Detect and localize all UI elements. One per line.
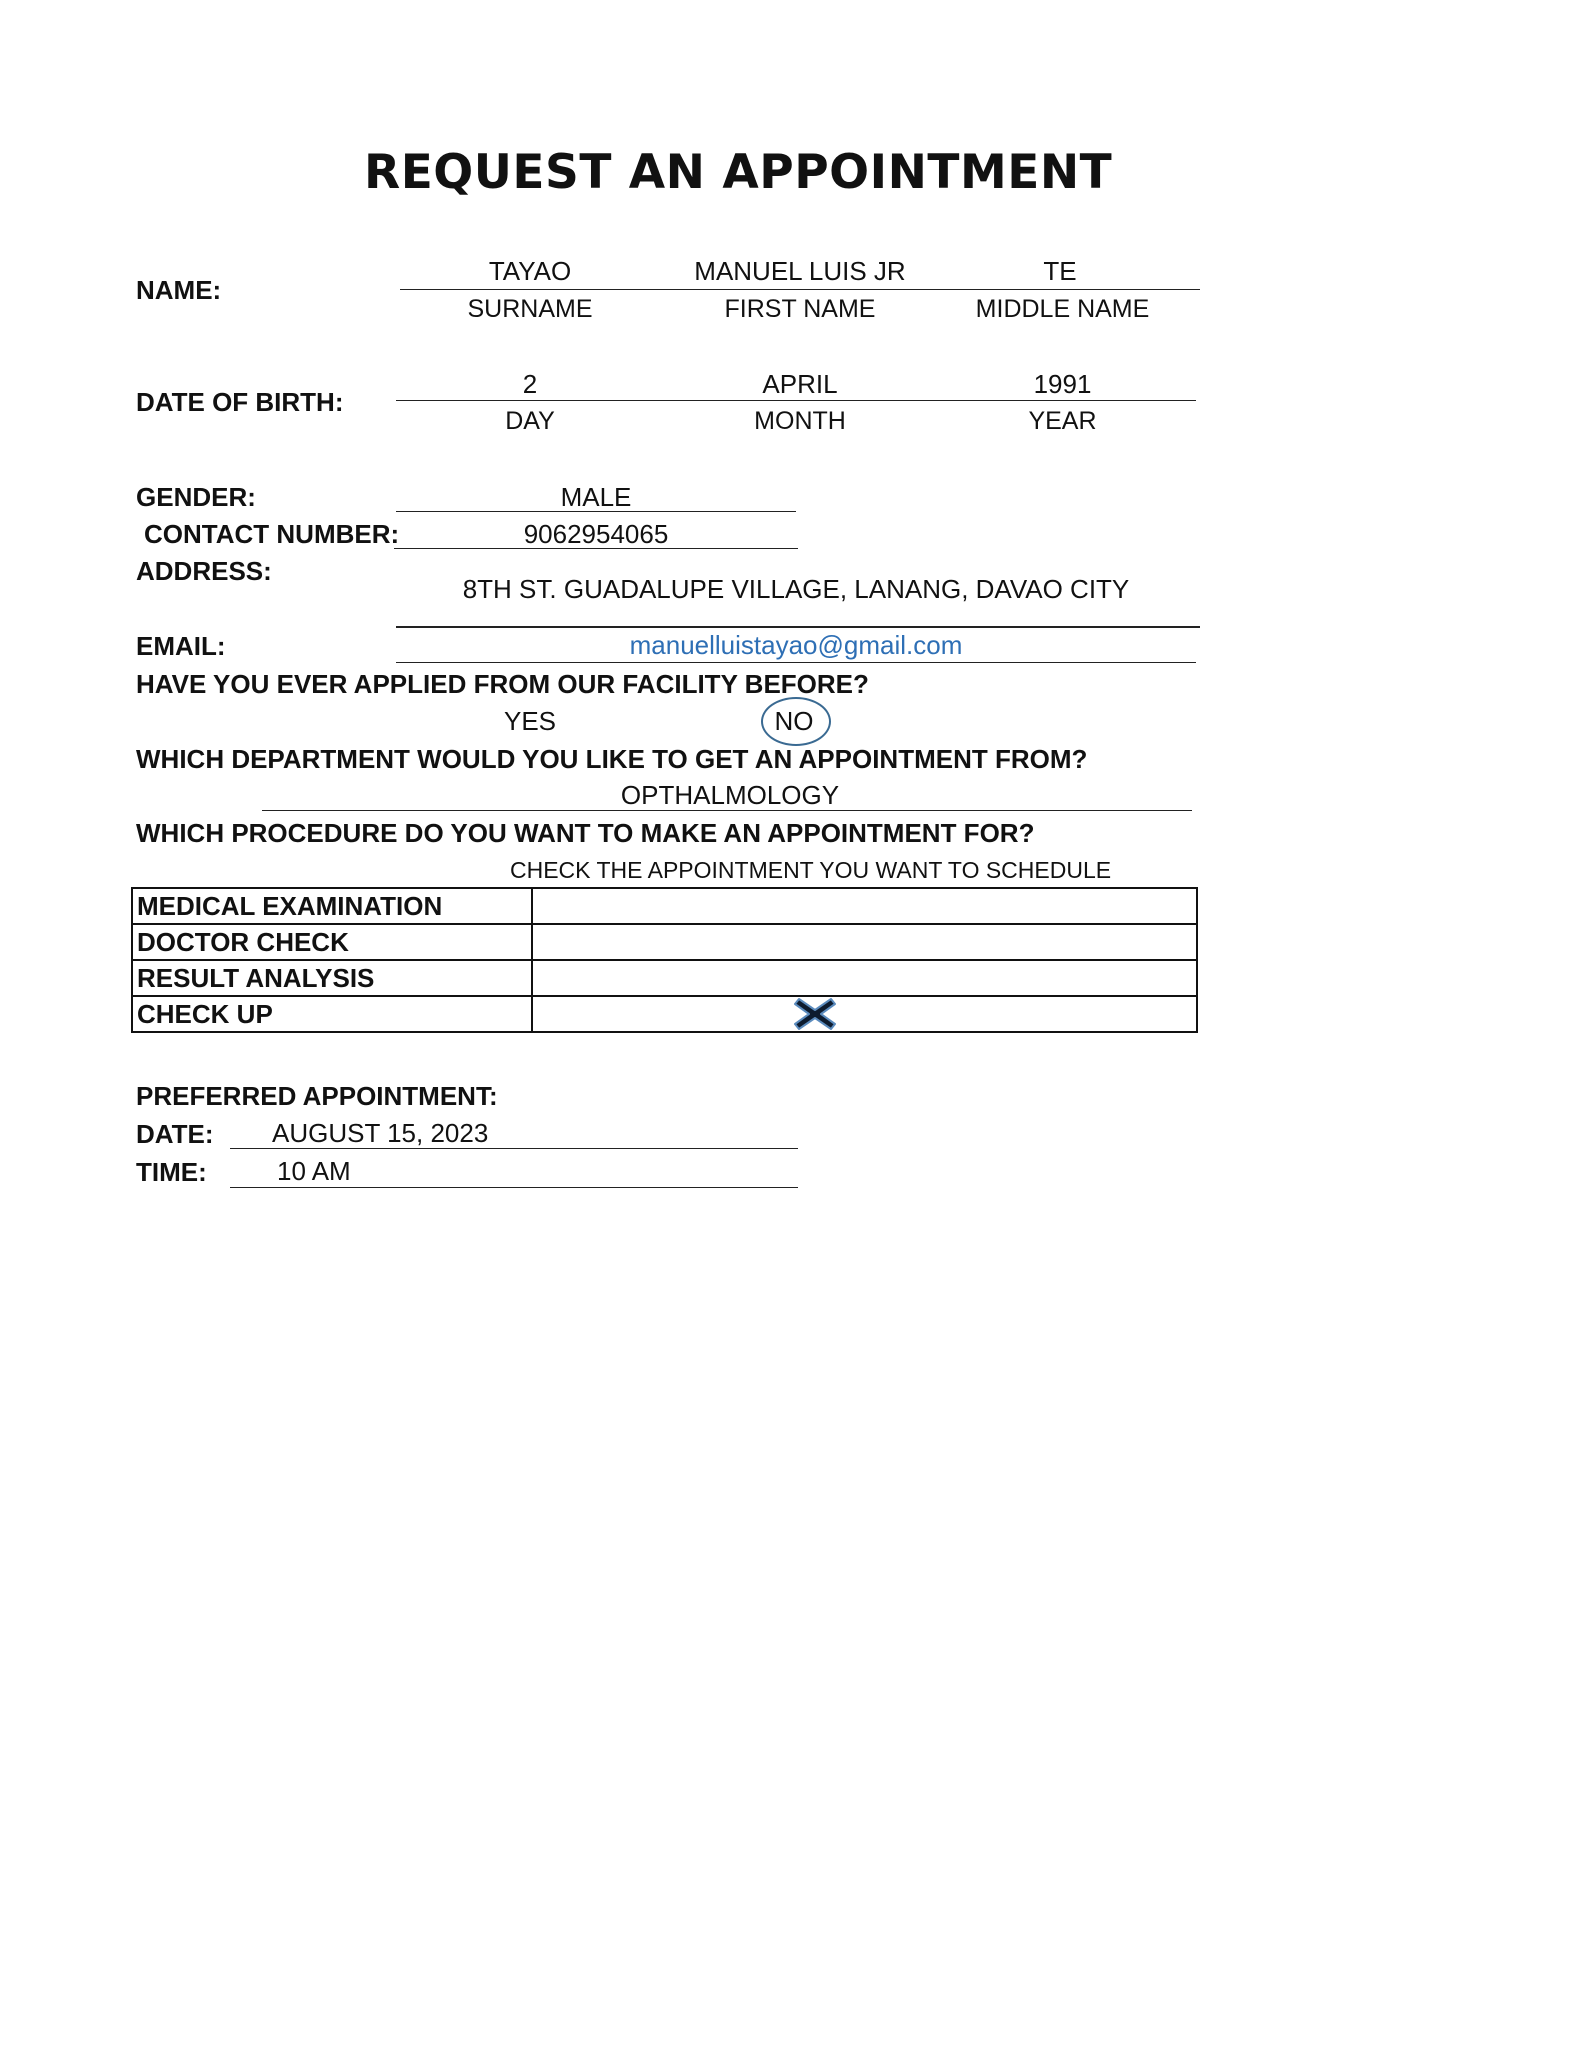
procedure-checkbox-result-analysis[interactable] [532, 960, 1197, 996]
procedure-option-label: CHECK UP [132, 996, 532, 1032]
procedure-checkbox-check-up[interactable] [532, 996, 1197, 1032]
table-row [132, 960, 1197, 996]
date-value[interactable]: AUGUST 15, 2023 [272, 1118, 489, 1148]
middle-name-caption: MIDDLE NAME [975, 295, 1150, 323]
procedure-table [131, 887, 1198, 1033]
address-label: ADDRESS: [136, 556, 272, 586]
email-label: EMAIL: [136, 631, 226, 661]
procedure-option-label: DOCTOR CHECK [132, 924, 532, 960]
time-underline [230, 1187, 798, 1188]
dob-underline [396, 400, 1196, 401]
dob-year-value[interactable]: 1991 [1033, 369, 1092, 399]
name-underline [400, 289, 1200, 290]
procedure-question: WHICH PROCEDURE DO YOU WANT TO MAKE AN APPOINTMENT FOR? [136, 818, 1035, 848]
procedure-checkbox-doctor-check[interactable] [532, 924, 1197, 960]
procedure-checkbox-medical-examination[interactable] [532, 888, 1197, 924]
date-label: DATE: [136, 1119, 214, 1149]
applied-yes-option[interactable]: YES [503, 706, 557, 736]
contact-underline [394, 548, 798, 549]
time-label: TIME: [136, 1157, 207, 1187]
table-row [132, 888, 1197, 924]
dob-month-value[interactable]: APRIL [762, 369, 838, 399]
dob-year-caption: YEAR [1028, 407, 1097, 435]
x-mark-icon [793, 995, 837, 1033]
dob-month-caption: MONTH [754, 407, 846, 435]
contact-value[interactable]: 9062954065 [523, 519, 669, 549]
dob-day-value[interactable]: 2 [522, 369, 538, 399]
middle-name-value[interactable]: TE [1043, 256, 1077, 286]
email-underline [396, 662, 1196, 663]
first-name-caption: FIRST NAME [724, 295, 876, 323]
gender-value[interactable]: MALE [560, 482, 632, 512]
gender-underline [396, 511, 796, 512]
preferred-appointment-heading: PREFERRED APPOINTMENT: [136, 1081, 498, 1111]
procedure-instruction: CHECK THE APPOINTMENT YOU WANT TO SCHEDULE [510, 857, 1112, 883]
first-name-value[interactable]: MANUEL LUIS JR [694, 256, 906, 286]
address-value[interactable]: 8TH ST. GUADALUPE VILLAGE, LANANG, DAVAO CITY [462, 574, 1130, 604]
surname-value[interactable]: TAYAO [488, 256, 572, 286]
date-underline [230, 1148, 798, 1149]
page-title: REQUEST AN APPOINTMENT [364, 145, 1113, 200]
surname-caption: SURNAME [467, 295, 593, 323]
applied-before-question: HAVE YOU EVER APPLIED FROM OUR FACILITY BEFORE? [136, 669, 869, 699]
table-row [132, 924, 1197, 960]
procedure-option-label: RESULT ANALYSIS [132, 960, 532, 996]
applied-no-option[interactable]: NO [774, 706, 814, 736]
email-value[interactable]: manuelluistayao@gmail.com [629, 630, 963, 660]
gender-label: GENDER: [136, 482, 256, 512]
address-underline [396, 626, 1200, 628]
dob-label: DATE OF BIRTH: [136, 387, 344, 417]
table-row [132, 996, 1197, 1032]
department-value[interactable]: OPTHALMOLOGY [620, 780, 840, 810]
name-label: NAME: [136, 275, 222, 305]
department-question: WHICH DEPARTMENT WOULD YOU LIKE TO GET AN APPOINTMENT FROM? [136, 744, 1088, 774]
contact-label: CONTACT NUMBER: [144, 519, 400, 549]
time-value[interactable]: 10 AM [277, 1156, 351, 1186]
department-underline [262, 810, 1192, 811]
procedure-option-label: MEDICAL EXAMINATION [132, 888, 532, 924]
dob-day-caption: DAY [505, 407, 555, 435]
